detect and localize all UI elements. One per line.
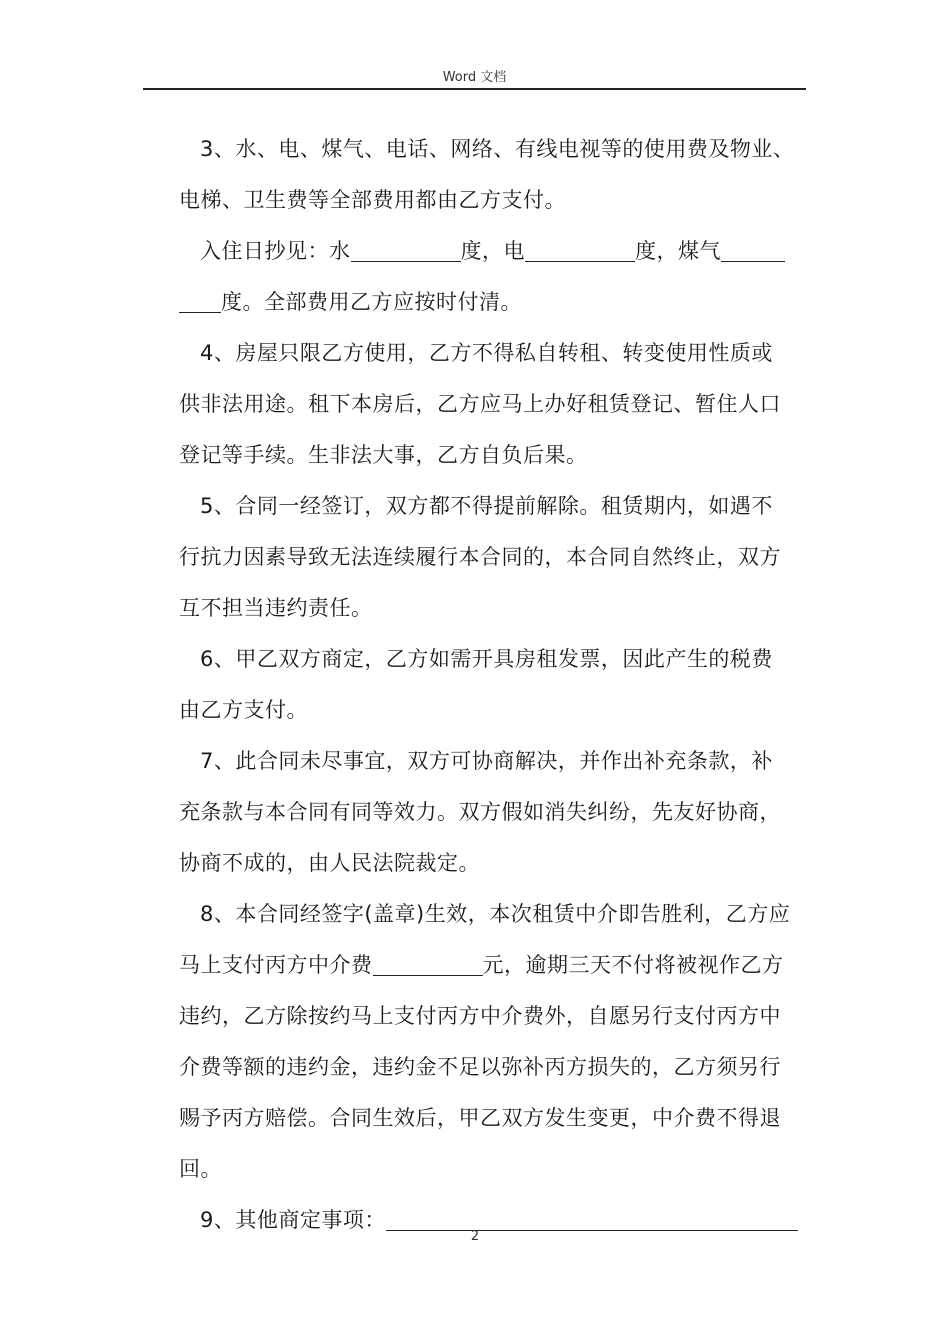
clause-4-line-1: 4、房屋只限乙方使用，乙方不得私自转租、转变使用性质或 — [200, 341, 773, 365]
water-blank-field[interactable] — [351, 260, 461, 262]
meter-reading-text: 度。全部费用乙方应按时付清。 — [221, 290, 522, 314]
other-terms-label: 9、其他商定事项： — [200, 1208, 386, 1232]
clause-7-line-1: 7、此合同未尽事宜，双方可协商解决，并作出补充条款，补 — [200, 749, 773, 773]
clause-7-line-3: 协商不成的，由人民法院裁定。 — [179, 851, 480, 875]
clause-6-line-1: 6、甲乙双方商定，乙方如需开具房租发票，因此产生的税费 — [200, 647, 773, 671]
page-number: 2 — [470, 1229, 480, 1244]
clause-8-line-2 — [179, 940, 804, 991]
meter-electric-label: 度，电 — [460, 239, 525, 263]
clause-4-line-3: 登记等手续。生非法大事，乙方自负后果。 — [179, 443, 588, 467]
document-body — [179, 124, 804, 1246]
page-header — [143, 66, 806, 90]
agency-fee-label: 马上支付丙方中介费 — [179, 953, 373, 977]
meter-gas-label: 度，煤气 — [635, 239, 721, 263]
clause-8-line-1: 8、本合同经签字(盖章)生效，本次租赁中介即告胜利，乙方应 — [200, 902, 791, 926]
clause-3-line-1: 3、水、电、煤气、电话、网络、有线电视等的使用费及物业、 — [200, 137, 795, 161]
clause-6-line-2: 由乙方支付。 — [179, 698, 308, 722]
clause-4-line-2: 供非法用途。租下本房后，乙方应马上办好租赁登记、暂住人口 — [179, 392, 781, 416]
meter-reading-line-1 — [179, 226, 804, 277]
clause-5-line-3: 互不担当违约责任。 — [179, 596, 373, 620]
electric-blank-field[interactable] — [525, 260, 635, 262]
clause-5-line-1: 5、合同一经签订，双方都不得提前解除。租赁期内，如遇不 — [200, 494, 773, 518]
agency-fee-blank-field[interactable] — [373, 974, 483, 976]
clause-3-line-2: 电梯、卫生费等全部费用都由乙方支付。 — [179, 188, 566, 212]
agency-fee-text: 元，逾期三天不付将被视作乙方 — [482, 953, 784, 977]
clause-8-line-3: 违约，乙方除按约马上支付丙方中介费外，自愿另行支付丙方中 — [179, 1004, 781, 1028]
meter-reading-line-2 — [179, 277, 804, 328]
clause-8-line-4: 介费等额的违约金，违约金不足以弥补丙方损失的，乙方须另行 — [179, 1055, 781, 1079]
clause-7-line-2: 充条款与本合同有同等效力。双方假如消失纠纷，先友好协商， — [179, 800, 781, 824]
header-title: Word 文档 — [442, 70, 507, 85]
gas-blank-field-cont[interactable] — [179, 311, 221, 313]
clause-8-line-6: 回。 — [179, 1157, 222, 1181]
clause-5-line-2: 行抗力因素导致无法连续履行本合同的，本合同自然终止，双方 — [179, 545, 781, 569]
clause-8-line-5: 赐予丙方赔偿。合同生效后，甲乙双方发生变更，中介费不得退 — [179, 1106, 781, 1130]
meter-water-label: 入住日抄见：水 — [200, 239, 351, 263]
gas-blank-field[interactable] — [721, 260, 785, 262]
